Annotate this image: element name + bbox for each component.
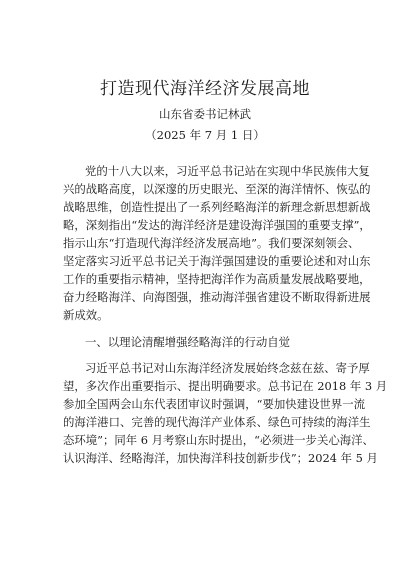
body-line: 坚定落实习近平总书记关于海洋强国建设的重要论述和对山东 [63, 254, 371, 268]
body-line: 态环境”；同年 6 月考察山东时提出，“必须进一步关心海洋、 [63, 433, 374, 447]
body-line: 新成效。 [63, 308, 109, 322]
body-line: 参加全国两会山东代表团审议时强调，“要加快建设世界一流 [63, 397, 365, 411]
document-date: （2025 年 7 月 1 日） [145, 128, 265, 142]
document-title: 打造现代海洋经济发展高地 [100, 79, 310, 99]
body-line: 党的十八大以来，习近平总书记站在实现中华民族伟大复 [85, 164, 370, 178]
document-author: 山东省委书记林武 [159, 107, 251, 121]
body-line: 工作的重要指示精神，坚持把海洋作为高质量发展战略要地， [63, 272, 371, 286]
section-heading: 一、以理论清醒增强经略海洋的行动自觉 [85, 335, 291, 349]
body-line: 奋力经略海洋、向海图强，推动海洋强省建设不断取得新进展 [63, 290, 371, 304]
body-line: 战略思维，创造性提出了一系列经略海洋的新理念新思想新战 [63, 200, 371, 214]
body-line: 认识海洋、经略海洋，加快海洋科技创新步伐”；2024 年 5 月 [63, 451, 378, 465]
body-line: 的海洋港口、完善的现代海洋产业体系、绿色可持续的海洋生 [63, 415, 371, 429]
body-line: 望，多次作出重要指示、提出明确要求。总书记在 2018 年 3 月 [63, 379, 388, 393]
body-line: 兴的战略高度，以深邃的历史眼光、至深的海洋情怀、恢弘的 [63, 182, 371, 196]
body-line: 略，深刻指出“发达的海洋经济是建设海洋强国的重要支撑”， [63, 218, 371, 232]
body-line: 习近平总书记对山东海洋经济发展始终念兹在兹、寄予厚 [85, 361, 370, 375]
body-line: 指示山东“打造现代海洋经济发展高地”。我们要深刻领会、 [63, 236, 360, 250]
